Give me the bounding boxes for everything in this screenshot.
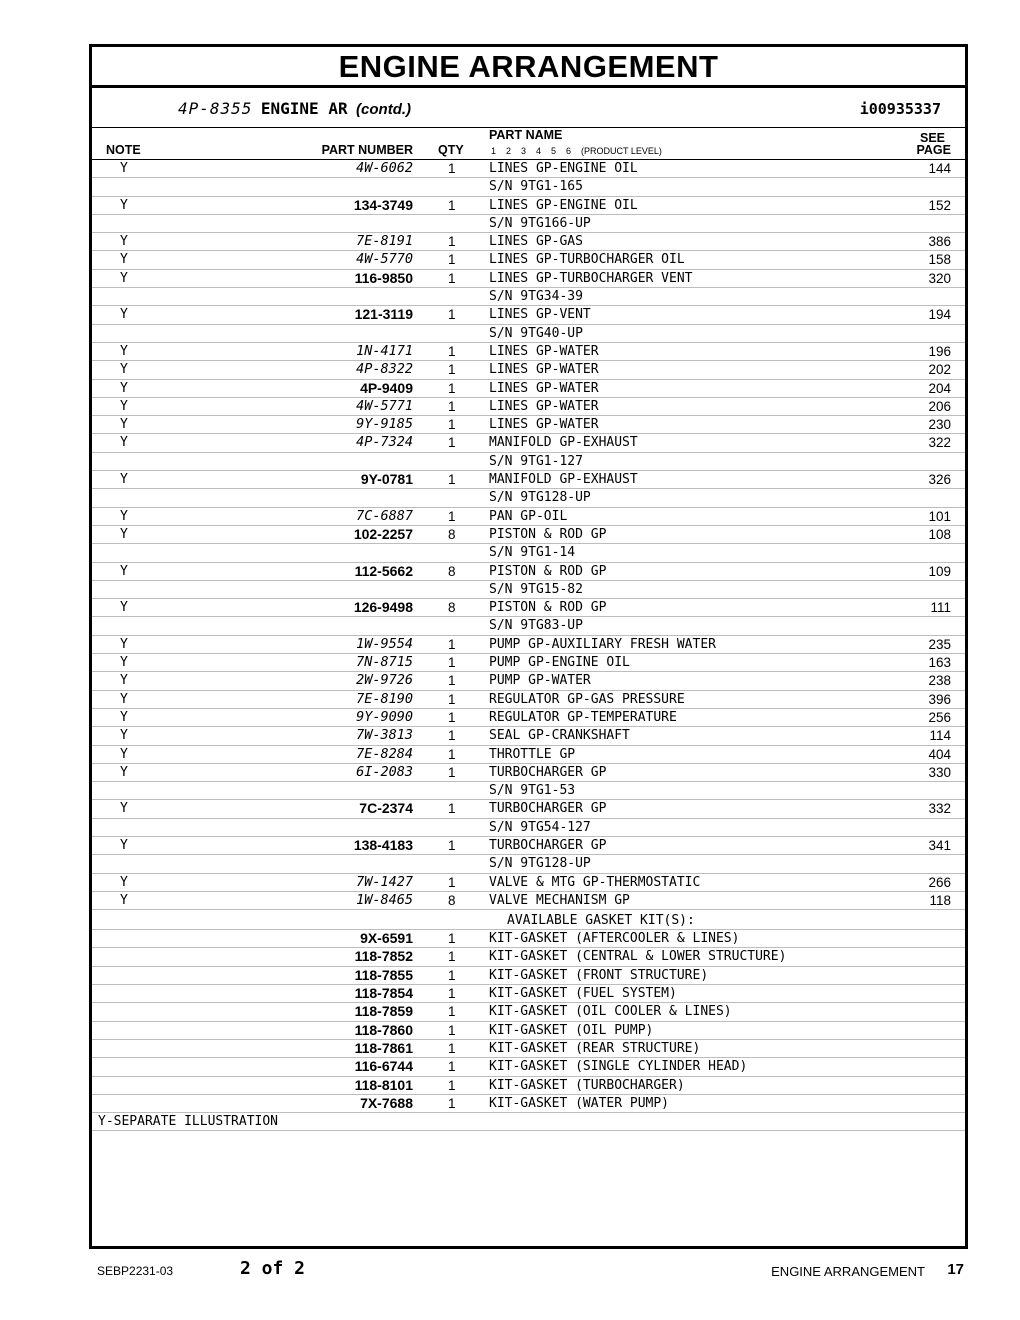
part-number-cell: 126-9498 <box>353 599 413 616</box>
kit-row <box>92 948 965 966</box>
see-page-cell: 206 <box>928 398 951 414</box>
see-page-cell: 144 <box>928 161 951 176</box>
qty-cell: 1 <box>448 234 456 250</box>
see-page-cell: 194 <box>928 307 951 323</box>
qty-cell: 1 <box>448 746 456 762</box>
note-cell: Y <box>120 252 128 268</box>
qty-cell: 1 <box>448 435 456 451</box>
table-row <box>92 654 965 672</box>
note-cell: Y <box>120 508 128 524</box>
part-name-cell: S/N 9TG34-39 <box>489 289 583 305</box>
kits-heading-row <box>92 910 965 930</box>
note-cell: Y <box>120 837 128 853</box>
part-name-cell: S/N 9TG1-53 <box>489 783 576 799</box>
see-page-cell: 322 <box>928 435 951 451</box>
qty-cell: 1 <box>448 472 456 488</box>
kit-row <box>92 930 965 948</box>
see-page-cell: 108 <box>928 526 951 542</box>
part-name-cell: LINES GP-WATER <box>489 417 599 433</box>
page-frame <box>89 44 968 1249</box>
qty-cell: 1 <box>448 197 456 213</box>
part-number-cell: 7C-2374 <box>359 800 413 817</box>
part-name-cell: LINES GP-WATER <box>489 398 599 414</box>
assembly-title <box>178 99 411 119</box>
qty-cell: 8 <box>448 526 456 542</box>
table-row <box>92 691 965 709</box>
part-name-cell: PUMP GP-WATER <box>489 673 591 689</box>
part-number-cell: 7X-7688 <box>360 1094 413 1111</box>
part-number-cell: 1W-8465 <box>356 891 413 908</box>
qty-cell: 1 <box>448 1059 456 1075</box>
qty-cell: 1 <box>448 1004 456 1020</box>
kit-row <box>92 1095 965 1113</box>
part-name-cell: MANIFOLD GP-EXHAUST <box>489 435 638 451</box>
table-row <box>92 636 965 654</box>
col-part-number: PART NUMBER <box>321 143 413 157</box>
part-name-cell: VALVE & MTG GP-THERMOSTATIC <box>489 874 701 890</box>
note-cell: Y <box>120 874 128 890</box>
see-page-cell: 230 <box>928 417 951 433</box>
part-name-cell: KIT-GASKET (TURBOCHARGER) <box>489 1077 685 1093</box>
part-number-cell: 4P-8322 <box>356 361 413 378</box>
note-cell: Y <box>120 380 128 396</box>
part-number-cell: 118-7860 <box>354 1021 413 1038</box>
see-page-cell: 118 <box>929 892 951 908</box>
kit-row <box>92 1077 965 1095</box>
table-row <box>92 727 965 745</box>
qty-cell: 1 <box>448 636 456 652</box>
table-row <box>92 380 965 398</box>
qty-cell: 1 <box>448 986 456 1002</box>
see-page-cell: 235 <box>928 636 951 652</box>
part-name-cell: S/N 9TG83-UP <box>489 618 583 634</box>
see-page-cell: 320 <box>928 270 951 286</box>
note-cell: Y <box>120 655 128 671</box>
part-name-cell: KIT-GASKET (OIL PUMP) <box>489 1022 654 1038</box>
see-page-cell: 404 <box>928 746 951 762</box>
part-name-cell: REGULATOR GP-TEMPERATURE <box>489 709 677 725</box>
part-name-cell: LINES GP-TURBOCHARGER VENT <box>489 270 693 286</box>
part-number-cell: 134-3749 <box>353 196 413 213</box>
qty-cell: 1 <box>448 417 456 433</box>
qty-cell: 1 <box>448 252 456 268</box>
part-name-cell: LINES GP-ENGINE OIL <box>489 197 638 213</box>
part-name-cell: TURBOCHARGER GP <box>489 801 607 817</box>
part-number-cell: 116-6744 <box>354 1058 413 1075</box>
table-row <box>92 306 965 324</box>
note-cell: Y <box>120 161 128 176</box>
qty-cell: 8 <box>448 600 456 616</box>
part-number-cell: 9Y-0781 <box>360 471 413 488</box>
illustration-id: i00935337 <box>859 100 941 118</box>
part-number-cell: 118-7855 <box>354 966 413 983</box>
table-row <box>92 581 965 599</box>
note-cell: Y <box>120 343 128 359</box>
part-number-cell: 118-7859 <box>354 1003 413 1020</box>
see-page-cell: 109 <box>928 563 951 579</box>
note-cell: Y <box>120 746 128 762</box>
qty-cell: 1 <box>448 673 456 689</box>
kit-row <box>92 967 965 985</box>
note-cell: Y <box>120 526 128 542</box>
part-name-cell: KIT-GASKET (FRONT STRUCTURE) <box>489 967 709 983</box>
part-name-cell: KIT-GASKET (OIL COOLER & LINES) <box>489 1004 732 1020</box>
part-name-cell: LINES GP-WATER <box>489 380 599 396</box>
part-name-cell: S/N 9TG15-82 <box>489 581 583 597</box>
part-number-cell: 102-2257 <box>353 525 413 542</box>
note-cell: Y <box>120 728 128 744</box>
table-row <box>92 416 965 434</box>
note-cell: Y <box>120 234 128 250</box>
part-number-cell: 118-7861 <box>354 1039 413 1056</box>
note-cell: Y <box>120 307 128 323</box>
qty-cell: 1 <box>448 764 456 780</box>
table-row <box>92 489 965 507</box>
part-name-cell: KIT-GASKET (WATER PUMP) <box>489 1095 670 1111</box>
part-number-cell: 9Y-9185 <box>356 416 413 433</box>
note-cell: Y <box>120 270 128 286</box>
part-name-cell: KIT-GASKET (FUEL SYSTEM) <box>489 986 677 1002</box>
table-row <box>92 855 965 873</box>
assembly-suffix: (contd.) <box>356 101 412 118</box>
part-name-cell: S/N 9TG1-14 <box>489 545 576 561</box>
col-part-name: PART NAME <box>489 128 563 142</box>
qty-cell: 1 <box>448 691 456 707</box>
part-number-cell: 7E-8191 <box>356 233 413 250</box>
part-name-cell: PISTON & ROD GP <box>489 600 607 616</box>
part-number-cell: 7E-8190 <box>356 690 413 707</box>
qty-cell: 1 <box>448 270 456 286</box>
part-number-cell: 7W-3813 <box>356 727 413 744</box>
part-number-cell: 7N-8715 <box>356 654 413 671</box>
part-name-cell: KIT-GASKET (SINGLE CYLINDER HEAD) <box>489 1059 748 1075</box>
part-name-cell: LINES GP-WATER <box>489 362 599 378</box>
table-row <box>92 197 965 215</box>
qty-cell: 8 <box>448 892 456 908</box>
part-number-cell: 118-8101 <box>354 1076 413 1093</box>
part-number-cell: 121-3119 <box>354 306 413 323</box>
qty-cell: 1 <box>448 967 456 983</box>
table-row <box>92 563 965 581</box>
part-name-cell: PAN GP-OIL <box>489 508 568 524</box>
part-number-cell: 1N-4171 <box>356 342 413 359</box>
qty-cell: 1 <box>448 307 456 323</box>
see-page-cell: 341 <box>928 837 951 853</box>
note-cell: Y <box>120 435 128 451</box>
table-row <box>92 434 965 452</box>
col-page: PAGE <box>916 143 951 157</box>
part-name-cell: KIT-GASKET (REAR STRUCTURE) <box>489 1040 701 1056</box>
part-number-cell: 2W-9726 <box>356 672 413 689</box>
part-name-cell: PUMP GP-AUXILIARY FRESH WATER <box>489 636 716 652</box>
assembly-header <box>92 85 965 128</box>
qty-cell: 1 <box>448 362 456 378</box>
part-name-cell: S/N 9TG54-127 <box>489 819 591 835</box>
col-qty: QTY <box>438 143 464 157</box>
note-cell: Y <box>120 691 128 707</box>
kit-row <box>92 1040 965 1058</box>
see-page-cell: 163 <box>928 655 951 671</box>
part-number-cell: 6I-2083 <box>356 763 413 780</box>
qty-cell: 1 <box>448 874 456 890</box>
table-row <box>92 233 965 251</box>
note-cell: Y <box>120 472 128 488</box>
see-page-cell: 386 <box>928 234 951 250</box>
table-row <box>92 746 965 764</box>
part-name-cell: S/N 9TG166-UP <box>489 215 591 231</box>
table-row <box>92 361 965 379</box>
page-number: 17 <box>947 1261 964 1278</box>
qty-cell: 1 <box>448 709 456 725</box>
note-cell: Y <box>120 417 128 433</box>
table-row <box>92 782 965 800</box>
see-page-cell: 114 <box>929 728 951 744</box>
part-name-cell: KIT-GASKET (AFTERCOOLER & LINES) <box>489 931 740 947</box>
qty-cell: 1 <box>448 655 456 671</box>
part-name-cell: SEAL GP-CRANKSHAFT <box>489 728 630 744</box>
part-number-cell: 118-7852 <box>354 948 413 965</box>
table-row <box>92 343 965 361</box>
table-row <box>92 215 965 233</box>
part-name-cell: PISTON & ROD GP <box>489 526 607 542</box>
part-name-cell: THROTTLE GP <box>489 746 576 762</box>
table-row <box>92 251 965 269</box>
see-page-cell: 266 <box>928 874 951 890</box>
note-cell: Y <box>120 197 128 213</box>
part-name-cell: TURBOCHARGER GP <box>489 764 607 780</box>
column-headers <box>92 127 965 160</box>
note-cell: Y <box>120 764 128 780</box>
table-row <box>92 874 965 892</box>
see-page-cell: 202 <box>928 362 951 378</box>
part-name-cell: TURBOCHARGER GP <box>489 837 607 853</box>
see-page-cell: 332 <box>928 801 951 817</box>
see-page-cell: 330 <box>928 764 951 780</box>
see-page-cell: 152 <box>928 197 951 213</box>
part-name-cell: PISTON & ROD GP <box>489 563 607 579</box>
part-name-cell: S/N 9TG1-165 <box>489 179 583 195</box>
see-page-cell: 238 <box>928 673 951 689</box>
part-name-cell: LINES GP-GAS <box>489 234 583 250</box>
see-page-cell: 256 <box>928 709 951 725</box>
note-cell: Y <box>120 673 128 689</box>
part-number-cell: 4P-7324 <box>356 434 413 451</box>
kits-heading: AVAILABLE GASKET KIT(S): <box>507 913 695 929</box>
part-name-cell: REGULATOR GP-GAS PRESSURE <box>489 691 685 707</box>
table-row <box>92 160 965 178</box>
part-name-cell: S/N 9TG40-UP <box>489 325 583 341</box>
col-see: SEE <box>919 131 945 145</box>
assembly-name: ENGINE AR <box>260 99 348 118</box>
table-row <box>92 672 965 690</box>
part-number-cell: 9X-6591 <box>360 930 413 947</box>
part-name-cell: MANIFOLD GP-EXHAUST <box>489 472 638 488</box>
note-cell: Y <box>120 801 128 817</box>
table-row <box>92 819 965 837</box>
note-cell: Y <box>120 892 128 908</box>
part-number-cell: 4W-6062 <box>356 160 413 176</box>
col-product-level: 1 2 3 4 5 6 (PRODUCT LEVEL) <box>491 146 662 156</box>
note-cell: Y <box>120 600 128 616</box>
table-row <box>92 837 965 855</box>
page-footer <box>0 1258 1020 1288</box>
qty-cell: 1 <box>448 1022 456 1038</box>
table-row <box>92 325 965 343</box>
part-name-cell: LINES GP-WATER <box>489 343 599 359</box>
qty-cell: 1 <box>448 728 456 744</box>
part-name-cell: VALVE MECHANISM GP <box>489 892 630 908</box>
part-number-cell: 116-9850 <box>354 269 413 286</box>
qty-cell: 1 <box>448 1040 456 1056</box>
page-title: ENGINE ARRANGEMENT <box>92 47 965 88</box>
qty-cell: 1 <box>448 931 456 947</box>
table-row <box>92 764 965 782</box>
kit-row <box>92 1003 965 1021</box>
table-row <box>92 471 965 489</box>
table-row <box>92 453 965 471</box>
note-cell: Y <box>120 398 128 414</box>
section-name: ENGINE ARRANGEMENT <box>771 1264 925 1279</box>
part-number-cell: 9Y-9090 <box>356 708 413 725</box>
col-note: NOTE <box>106 143 141 157</box>
see-page-cell: 326 <box>928 472 951 488</box>
table-row <box>92 599 965 617</box>
part-number-cell: 4W-5770 <box>356 251 413 268</box>
see-page-cell: 204 <box>928 380 951 396</box>
part-name-cell: S/N 9TG128-UP <box>489 856 591 872</box>
part-name-cell: PUMP GP-ENGINE OIL <box>489 655 630 671</box>
kit-row <box>92 985 965 1003</box>
see-page-cell: 158 <box>928 252 951 268</box>
see-page-cell: 396 <box>928 691 951 707</box>
table-row <box>92 270 965 288</box>
part-name-cell: LINES GP-TURBOCHARGER OIL <box>489 252 685 268</box>
part-number-cell: 7C-6887 <box>356 507 413 524</box>
legend-note: Y-SEPARATE ILLUSTRATION <box>98 1114 279 1130</box>
see-page-cell: 101 <box>928 508 951 524</box>
part-number-cell: 4W-5771 <box>356 397 413 414</box>
part-name-cell: S/N 9TG1-127 <box>489 453 583 469</box>
qty-cell: 1 <box>448 1095 456 1111</box>
table-row <box>92 178 965 196</box>
part-name-cell: S/N 9TG128-UP <box>489 490 591 506</box>
legend-row <box>92 1113 965 1131</box>
part-number-cell: 1W-9554 <box>356 635 413 652</box>
qty-cell: 1 <box>448 398 456 414</box>
table-row <box>92 526 965 544</box>
table-row <box>92 544 965 562</box>
qty-cell: 8 <box>448 563 456 579</box>
doc-number: SEBP2231-03 <box>97 1264 174 1278</box>
part-number-cell: 4P-9409 <box>360 379 413 396</box>
note-cell: Y <box>120 636 128 652</box>
part-name-cell: KIT-GASKET (CENTRAL & LOWER STRUCTURE) <box>489 949 787 965</box>
kit-row <box>92 1022 965 1040</box>
kit-row <box>92 1058 965 1076</box>
part-number-cell: 138-4183 <box>353 836 413 853</box>
qty-cell: 1 <box>448 380 456 396</box>
table-row <box>92 508 965 526</box>
part-name-cell: LINES GP-VENT <box>489 307 591 323</box>
part-number-cell: 112-5662 <box>354 562 413 579</box>
qty-cell: 1 <box>448 801 456 817</box>
table-row <box>92 709 965 727</box>
part-number-cell: 7W-1427 <box>356 873 413 890</box>
sheet-indicator: 2 of 2 <box>240 1258 306 1279</box>
table-row <box>92 617 965 635</box>
part-name-cell: LINES GP-ENGINE OIL <box>489 161 638 176</box>
note-cell: Y <box>120 709 128 725</box>
see-page-cell: 196 <box>928 343 951 359</box>
table-row <box>92 892 965 910</box>
table-row <box>92 288 965 306</box>
qty-cell: 1 <box>448 343 456 359</box>
part-number-cell: 7E-8284 <box>356 745 413 762</box>
table-row <box>92 800 965 818</box>
qty-cell: 1 <box>448 837 456 853</box>
see-page-cell: 111 <box>930 600 951 616</box>
qty-cell: 1 <box>448 949 456 965</box>
note-cell: Y <box>120 563 128 579</box>
note-cell: Y <box>120 362 128 378</box>
assembly-number: 4P-8355 <box>178 99 253 118</box>
table-row <box>92 398 965 416</box>
part-number-cell: 118-7854 <box>354 985 413 1002</box>
qty-cell: 1 <box>448 1077 456 1093</box>
qty-cell: 1 <box>448 508 456 524</box>
qty-cell: 1 <box>448 161 456 176</box>
parts-table <box>92 160 965 1131</box>
